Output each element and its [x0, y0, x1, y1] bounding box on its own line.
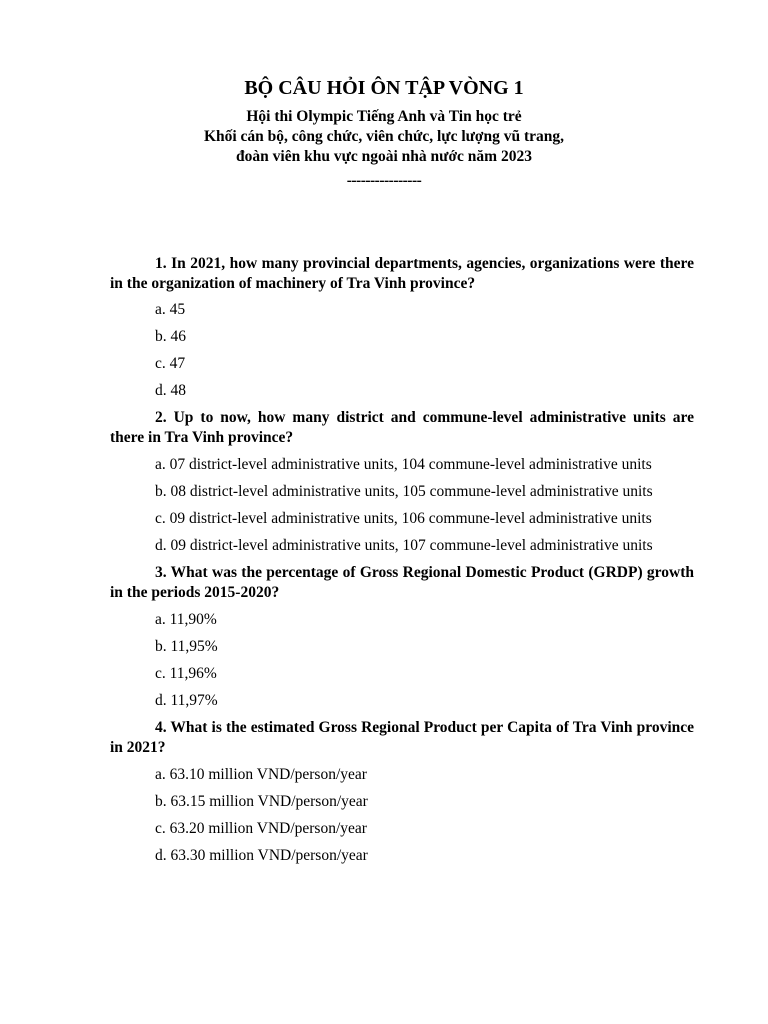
answer-option: d. 48	[155, 382, 186, 399]
question-block-2	[110, 408, 694, 556]
subtitle-line-1: Hội thi Olympic Tiếng Anh và Tin học trẻ	[246, 108, 522, 125]
answer-option: d. 63.30 million VND/person/year	[155, 847, 368, 864]
question-text: 4. What is the estimated Gross Regional Product per Capita of Tra Vinh province in 2021?	[110, 719, 694, 756]
answer-option: c. 63.20 million VND/person/year	[155, 820, 367, 837]
header-divider: ----------------	[346, 172, 422, 189]
question-text: 3. What was the percentage of Gross Regional Domestic Product (GRDP) growth in the periods 2015-2020?	[110, 564, 694, 601]
answer-option: d. 09 district-level administrative units, 107 commune-level administrative units	[155, 537, 653, 554]
answer-option: b. 63.15 million VND/person/year	[155, 793, 368, 810]
answer-option: a. 45	[155, 301, 186, 318]
subtitle-line-3: đoàn viên khu vực ngoài nhà nước năm 2023	[236, 148, 532, 165]
document-header	[0, 76, 768, 191]
question-text: 1. In 2021, how many provincial departments, agencies, organizations were there in the organization of machinery of Tra Vinh province?	[110, 255, 694, 292]
answer-option: a. 63.10 million VND/person/year	[155, 766, 367, 783]
question-block-1	[110, 254, 694, 401]
question-list	[110, 254, 694, 873]
answer-option: b. 46	[155, 328, 186, 345]
answer-option: a. 11,90%	[155, 611, 217, 628]
document-title: BỘ CÂU HỎI ÔN TẬP VÒNG 1	[244, 77, 524, 99]
question-block-3	[110, 563, 694, 711]
answer-option: b. 11,95%	[155, 638, 218, 655]
answer-option: b. 08 district-level administrative units, 105 commune-level administrative units	[155, 483, 653, 500]
answer-option: a. 07 district-level administrative units, 104 commune-level administrative units	[155, 456, 652, 473]
question-block-4	[110, 718, 694, 866]
answer-option: c. 09 district-level administrative units, 106 commune-level administrative units	[155, 510, 652, 527]
answer-option: d. 11,97%	[155, 692, 218, 709]
subtitle-line-2: Khối cán bộ, công chức, viên chức, lực lượng vũ trang,	[203, 128, 565, 145]
answer-option: c. 11,96%	[155, 665, 217, 682]
question-text: 2. Up to now, how many district and commune-level administrative units are there in Tra Vinh province?	[110, 409, 694, 446]
answer-option: c. 47	[155, 355, 186, 372]
